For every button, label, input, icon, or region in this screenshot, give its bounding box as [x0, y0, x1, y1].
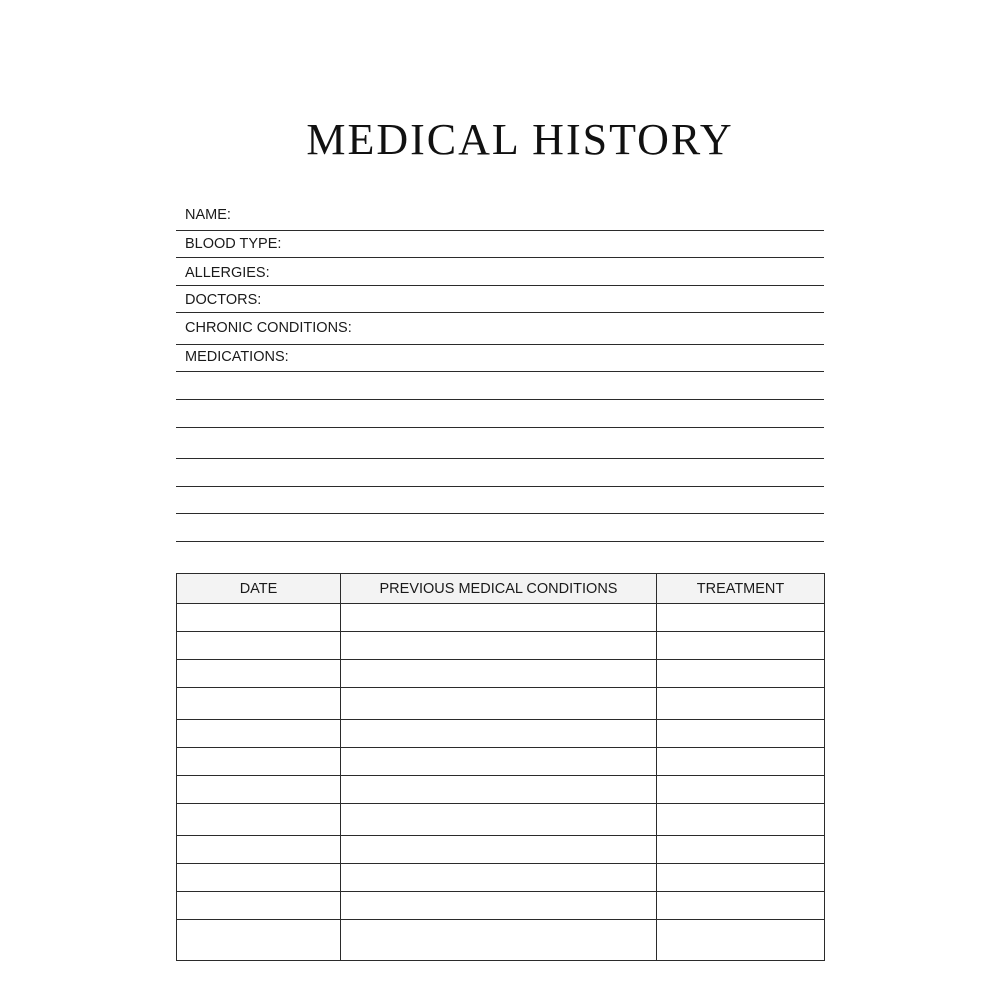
treatment-cell[interactable] — [657, 776, 825, 804]
treatment-cell[interactable] — [657, 892, 825, 920]
table-header-row — [177, 574, 825, 604]
date-cell[interactable] — [177, 748, 341, 776]
table-row — [177, 836, 825, 864]
allergies-label: ALLERGIES: — [185, 265, 270, 281]
condition-cell[interactable] — [341, 920, 657, 961]
table-row — [177, 688, 825, 720]
condition-cell[interactable] — [341, 776, 657, 804]
medications-line-6[interactable] — [176, 513, 824, 514]
table-row — [177, 632, 825, 660]
blood-type-label: BLOOD TYPE: — [185, 236, 282, 252]
medications-line[interactable] — [176, 371, 824, 372]
treatment-cell[interactable] — [657, 720, 825, 748]
table-row — [177, 776, 825, 804]
chronic-conditions-label: CHRONIC CONDITIONS: — [185, 320, 352, 336]
table-row — [177, 892, 825, 920]
condition-cell[interactable] — [341, 632, 657, 660]
medical-history-table — [176, 573, 824, 958]
medications-line-4[interactable] — [176, 458, 824, 459]
condition-cell[interactable] — [341, 864, 657, 892]
treatment-cell[interactable] — [657, 748, 825, 776]
condition-cell[interactable] — [341, 748, 657, 776]
previous-conditions-header: PREVIOUS MEDICAL CONDITIONS — [341, 574, 657, 604]
table-row — [177, 804, 825, 836]
date-header: DATE — [177, 574, 341, 604]
date-cell[interactable] — [177, 688, 341, 720]
condition-cell[interactable] — [341, 836, 657, 864]
medications-line-2[interactable] — [176, 399, 824, 400]
medications-line-5[interactable] — [176, 486, 824, 487]
allergies-line[interactable] — [176, 285, 824, 286]
table-row — [177, 864, 825, 892]
table-row — [177, 660, 825, 688]
date-cell[interactable] — [177, 920, 341, 961]
treatment-cell[interactable] — [657, 604, 825, 632]
treatment-cell[interactable] — [657, 688, 825, 720]
condition-cell[interactable] — [341, 604, 657, 632]
treatment-cell[interactable] — [657, 920, 825, 961]
date-cell[interactable] — [177, 836, 341, 864]
page-title: MEDICAL HISTORY — [306, 115, 734, 164]
date-cell[interactable] — [177, 864, 341, 892]
table-row — [177, 604, 825, 632]
date-cell[interactable] — [177, 720, 341, 748]
treatment-cell[interactable] — [657, 660, 825, 688]
medications-line-3[interactable] — [176, 427, 824, 428]
table-body — [177, 604, 825, 961]
treatment-cell[interactable] — [657, 632, 825, 660]
treatment-cell[interactable] — [657, 804, 825, 836]
blood-type-line[interactable] — [176, 257, 824, 258]
table-row — [177, 720, 825, 748]
date-cell[interactable] — [177, 776, 341, 804]
chronic-conditions-line[interactable] — [176, 344, 824, 345]
date-cell[interactable] — [177, 892, 341, 920]
doctors-label: DOCTORS: — [185, 292, 262, 308]
table-row — [177, 748, 825, 776]
date-cell[interactable] — [177, 604, 341, 632]
condition-cell[interactable] — [341, 660, 657, 688]
name-line[interactable] — [176, 230, 824, 231]
doctors-line[interactable] — [176, 312, 824, 313]
treatment-cell[interactable] — [657, 864, 825, 892]
condition-cell[interactable] — [341, 688, 657, 720]
condition-cell[interactable] — [341, 720, 657, 748]
date-cell[interactable] — [177, 660, 341, 688]
date-cell[interactable] — [177, 804, 341, 836]
condition-cell[interactable] — [341, 804, 657, 836]
date-cell[interactable] — [177, 632, 341, 660]
table-row — [177, 920, 825, 961]
treatment-cell[interactable] — [657, 836, 825, 864]
medications-label: MEDICATIONS: — [185, 349, 289, 365]
condition-cell[interactable] — [341, 892, 657, 920]
medications-line-7[interactable] — [176, 541, 824, 542]
treatment-header: TREATMENT — [657, 574, 825, 604]
name-label: NAME: — [185, 207, 231, 223]
